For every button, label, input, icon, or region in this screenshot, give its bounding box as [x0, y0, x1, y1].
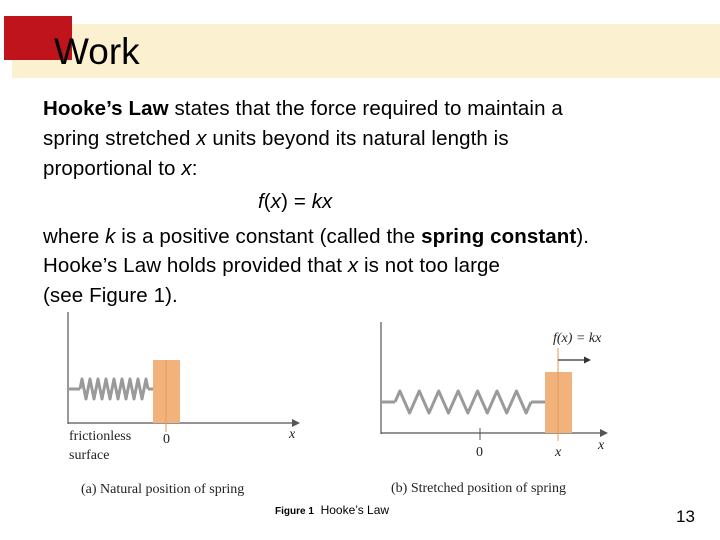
axis-label-b: x: [598, 438, 605, 453]
text-span: is not too large: [358, 254, 501, 277]
spring-a: [80, 379, 148, 399]
paragraph-1-line-3: [43, 157, 198, 181]
text-span: :: [191, 157, 198, 180]
page-number: 13: [676, 507, 695, 526]
surface-label-2: surface: [69, 448, 110, 463]
axis-a-arrow: [292, 419, 300, 427]
figure-caption: [275, 503, 389, 517]
panel-b: [381, 322, 608, 496]
caption-b: (b) Stretched position of spring: [391, 481, 566, 496]
surface-label-1: frictionless: [69, 429, 132, 444]
hookes-law-term: Hooke’s Law: [43, 97, 169, 120]
slide-title: Work: [54, 31, 140, 72]
axis-label-a: x: [289, 427, 296, 442]
text-span: proportional to: [43, 157, 182, 180]
variable-x: x: [347, 254, 359, 277]
variable-x: x: [196, 127, 207, 150]
text-span: units beyond its natural length is: [206, 127, 509, 150]
text-span: is a positive constant (called the: [115, 225, 422, 248]
origin-label-b: 0: [476, 445, 483, 460]
hookes-law-figure: [0, 300, 720, 505]
variable-k: k: [105, 225, 116, 248]
position-label-b: x: [555, 445, 562, 460]
force-arrow-head: [584, 357, 591, 364]
text-span: spring stretched: [43, 127, 197, 150]
text-span: states that the force required to maintain a: [168, 97, 563, 120]
force-label: f(x) = kx: [553, 331, 602, 346]
formula-kx: kx: [311, 190, 333, 213]
variable-x: x: [181, 157, 192, 180]
figure-caption-text: Hooke’s Law: [320, 503, 390, 517]
text-span: Hooke’s Law holds provided that: [43, 254, 348, 277]
formula-f: f: [258, 190, 264, 213]
text-span: ).: [576, 225, 590, 248]
figure-label: Figure 1: [275, 506, 314, 517]
panel-a: [68, 312, 300, 497]
caption-a: (a) Natural position of spring: [81, 482, 245, 497]
spring-constant-term: spring constant: [421, 225, 577, 248]
axis-b-arrow: [600, 429, 608, 437]
text-span: where: [43, 225, 106, 248]
hooke-formula: [258, 190, 332, 214]
text-span: =: [288, 190, 312, 213]
formula-x: x: [270, 190, 282, 213]
text-span: ): [281, 190, 289, 213]
paragraph-1-line-1: [43, 97, 563, 121]
origin-label-a: 0: [163, 432, 170, 447]
paragraph-1-line-2: [43, 127, 509, 151]
paragraph-2-line-3: (see Figure 1).: [43, 284, 178, 307]
paragraph-2-line-1: [43, 225, 589, 249]
spring-b: [395, 391, 531, 413]
paragraph-2-line-2: [43, 254, 500, 278]
text-span: (: [263, 190, 271, 213]
